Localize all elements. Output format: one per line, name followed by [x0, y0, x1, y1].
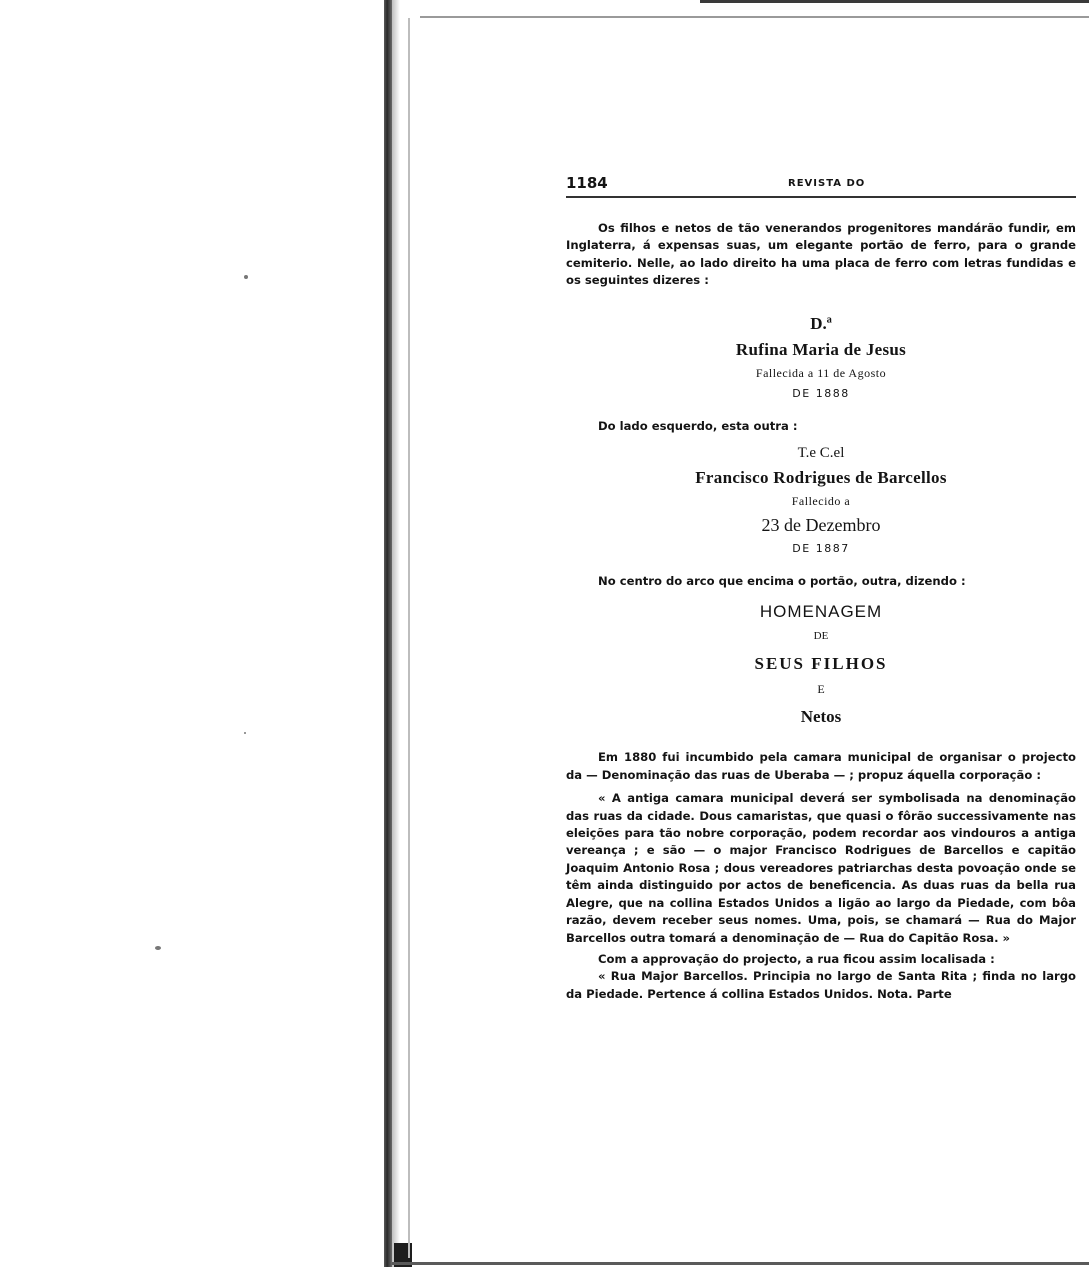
page-edge-bottom	[392, 1262, 1089, 1265]
text-page	[566, 170, 1076, 1003]
paragraph-approval: Com a approvação do projecto, a rua ficou assim localisada :	[598, 951, 995, 966]
plaque2-died: Fallecido a	[791, 494, 851, 509]
page-edge-top	[420, 16, 1089, 18]
plaque3-de: DE	[813, 630, 829, 643]
plaque2-name: Francisco Rodrigues de Barcellos	[695, 468, 947, 488]
scan-speck	[244, 275, 248, 279]
plaque3-netos: Netos	[800, 707, 842, 727]
left-side-line: Do lado esquerdo, esta outra :	[598, 418, 798, 433]
plaque1-title: D.ª	[810, 313, 832, 333]
page-edge-top-dark	[700, 0, 1089, 3]
plaque3-homenagem: HOMENAGEM	[759, 602, 883, 622]
plaque1-died: Fallecida a 11 de Agosto	[755, 365, 887, 380]
journal-title: REVISTA DO	[788, 178, 866, 189]
plaque1-name: Rufina Maria de Jesus	[735, 339, 907, 359]
paragraph-rua-major: « Rua Major Barcellos. Principia no largo de Santa Rita ; finda no largo da Piedade. Pertence á collina Estados Unidos. Nota. Parte	[566, 969, 1076, 1001]
scan-speck	[155, 946, 161, 950]
plaque2-year: DE 1887	[792, 542, 850, 556]
plaque2-rank: T.e C.el	[797, 445, 845, 462]
intro-paragraph: Os filhos e netos de tão venerandos progenitores mandárão fundir, em Inglaterra, á expensas suas, um elegante portão de ferro, para o grande cemiterio. Nelle, ao lado direito ha uma placa de ferro com letras fundidas e os seguintes dizeres :	[566, 221, 1076, 288]
spine-shadow	[392, 0, 400, 1267]
paragraph-proposal: « A antiga camara municipal deverá ser symbolisada na denominação das ruas da cidade. Dous camaristas, que quasi o fôrão successivamente nas eleições para tão nobre corporação, podem recordar aos vindouros a antiga vereança ; e são — o major Francisco Rodrigues de Barcellos e capitão Joaquim Antonio Rosa ; dous vereadores patriarchas desta povoação onde se têm ainda distinguido por actos de beneficencia. As duas ruas da bella rua Alegre, que na collina Estados Unidos a ligão ao largo da Piedade, com bôa razão, devem receber seus nomes. Uma, pois, se chamará — Rua do Major Barcellos outra tomará a denominação de — Rua do Capitão Rosa. »	[566, 791, 1076, 945]
plaque1-year: DE 1888	[792, 386, 850, 400]
plaque3-e: E	[817, 682, 825, 697]
page-edge-left	[408, 18, 410, 1258]
plaque3-seus-filhos: SEUS FILHOS	[754, 654, 888, 674]
running-header	[566, 170, 1076, 198]
paragraph-1880: Em 1880 fui incumbido pela camara municipal de organisar o projecto da — Denominação das ruas de Uberaba — ; propuz áquella corporação :	[566, 750, 1076, 782]
plaque2-date: 23 de Dezembro	[761, 515, 881, 536]
scan-speck	[244, 732, 246, 734]
book-spine	[384, 0, 392, 1267]
centre-arch-line: No centro do arco que encima o portão, outra, dizendo :	[598, 574, 966, 589]
page-number: 1184	[566, 174, 608, 192]
